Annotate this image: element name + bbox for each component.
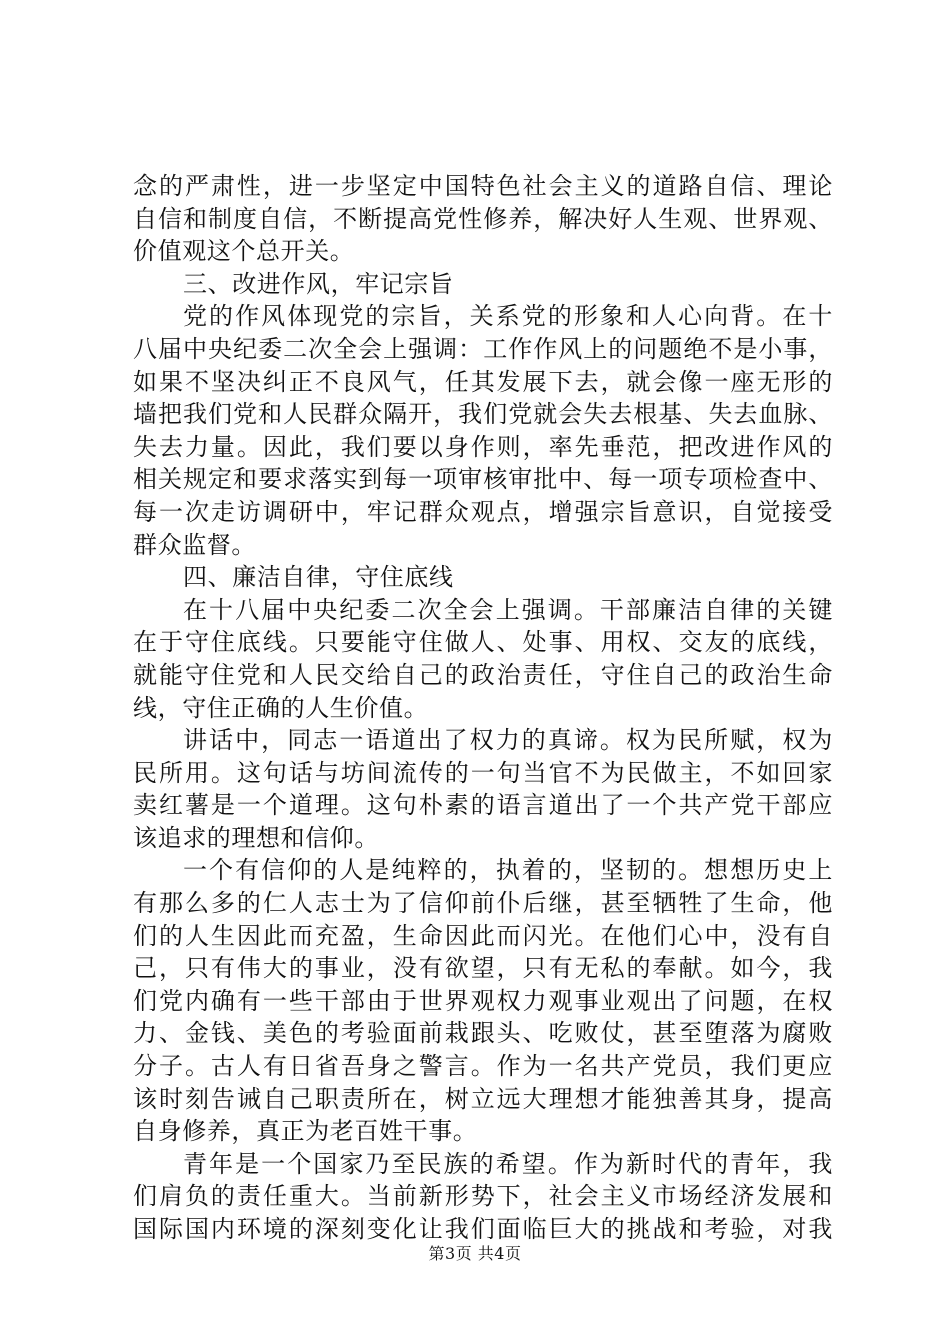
text-line: 一个有信仰的人是纯粹的，执着的，坚韧的。想想历史上 [183,856,833,885]
text-line: 每一次走访调研中，牢记群众观点，增强宗旨意识，自觉接受 [133,497,833,526]
text-line: 青年是一个国家乃至民族的希望。作为新时代的青年，我 [183,1149,833,1178]
text-line: 三、改进作风，牢记宗旨 [183,269,454,298]
text-line: 分子。古人有日省吾身之警言。作为一名共产党员，我们更应 [133,1052,833,1081]
text-line: 们的人生因此而充盈，生命因此而闪光。在他们心中，没有自 [133,921,833,950]
text-line: 自身修养，真正为老百姓干事。 [133,1117,478,1146]
text-line: 失去力量。因此，我们要以身作则，率先垂范，把改进作风的 [133,432,833,461]
text-line: 墙把我们党和人民群众隔开，我们党就会失去根基、失去血脉、 [133,400,833,429]
text-line: 党的作风体现党的宗旨，关系党的形象和人心向背。在十 [183,302,833,331]
text-line: 相关规定和要求落实到每一项审核审批中、每一项专项检查中、 [133,465,833,494]
text-line: 该追求的理想和信仰。 [133,823,379,852]
text-line: 该时刻告诫自己职责所在，树立远大理想才能独善其身，提高 [133,1084,833,1113]
text-line: 念的严肃性，进一步坚定中国特色社会主义的道路自信、理论 [133,172,833,200]
text-line: 民所用。这句话与坊间流传的一句当官不为民做主，不如回家 [133,758,833,787]
text-line: 群众监督。 [133,530,256,559]
text-line: 自信和制度自信，不断提高党性修养，解决好人生观、世界观、 [133,204,833,233]
text-line: 们肩负的责任重大。当前新形势下，社会主义市场经济发展和 [133,1182,833,1211]
text-line: 己，只有伟大的事业，没有欲望，只有无私的奉献。如今，我 [133,954,833,983]
text-line: 八届中央纪委二次全会上强调：工作作风上的问题绝不是小事， [133,334,833,363]
text-line: 讲话中，同志一语道出了权力的真谛。权为民所赋，权为 [183,726,833,755]
text-line: 线，守住正确的人生价值。 [133,693,429,722]
text-line: 们党内确有一些干部由于世界观权力观事业观出了问题，在权 [133,986,833,1015]
text-line: 国际国内环境的深刻变化让我们面临巨大的挑战和考验，对我 [133,1215,833,1243]
text-line: 在十八届中央纪委二次全会上强调。干部廉洁自律的关键 [183,595,833,624]
document-body [133,170,833,1246]
text-line: 有那么多的仁人志士为了信仰前仆后继，甚至牺牲了生命，他 [133,889,833,918]
text-line: 四、廉洁自律，守住底线 [183,563,454,592]
text-line: 价值观这个总开关。 [133,237,355,266]
text-line: 力、金钱、美色的考验面前栽跟头、吃败仗，甚至堕落为腐败 [133,1019,833,1048]
text-line: 如果不坚决纠正不良风气，任其发展下去，就会像一座无形的 [133,367,833,396]
text-line: 就能守住党和人民交给自己的政治责任，守住自己的政治生命 [133,660,833,689]
text-line: 在于守住底线。只要能守住做人、处事、用权、交友的底线， [133,628,833,657]
page-footer: 第3页 共4页 [428,1244,522,1263]
text-line: 卖红薯是一个道理。这句朴素的语言道出了一个共产党干部应 [133,791,833,820]
